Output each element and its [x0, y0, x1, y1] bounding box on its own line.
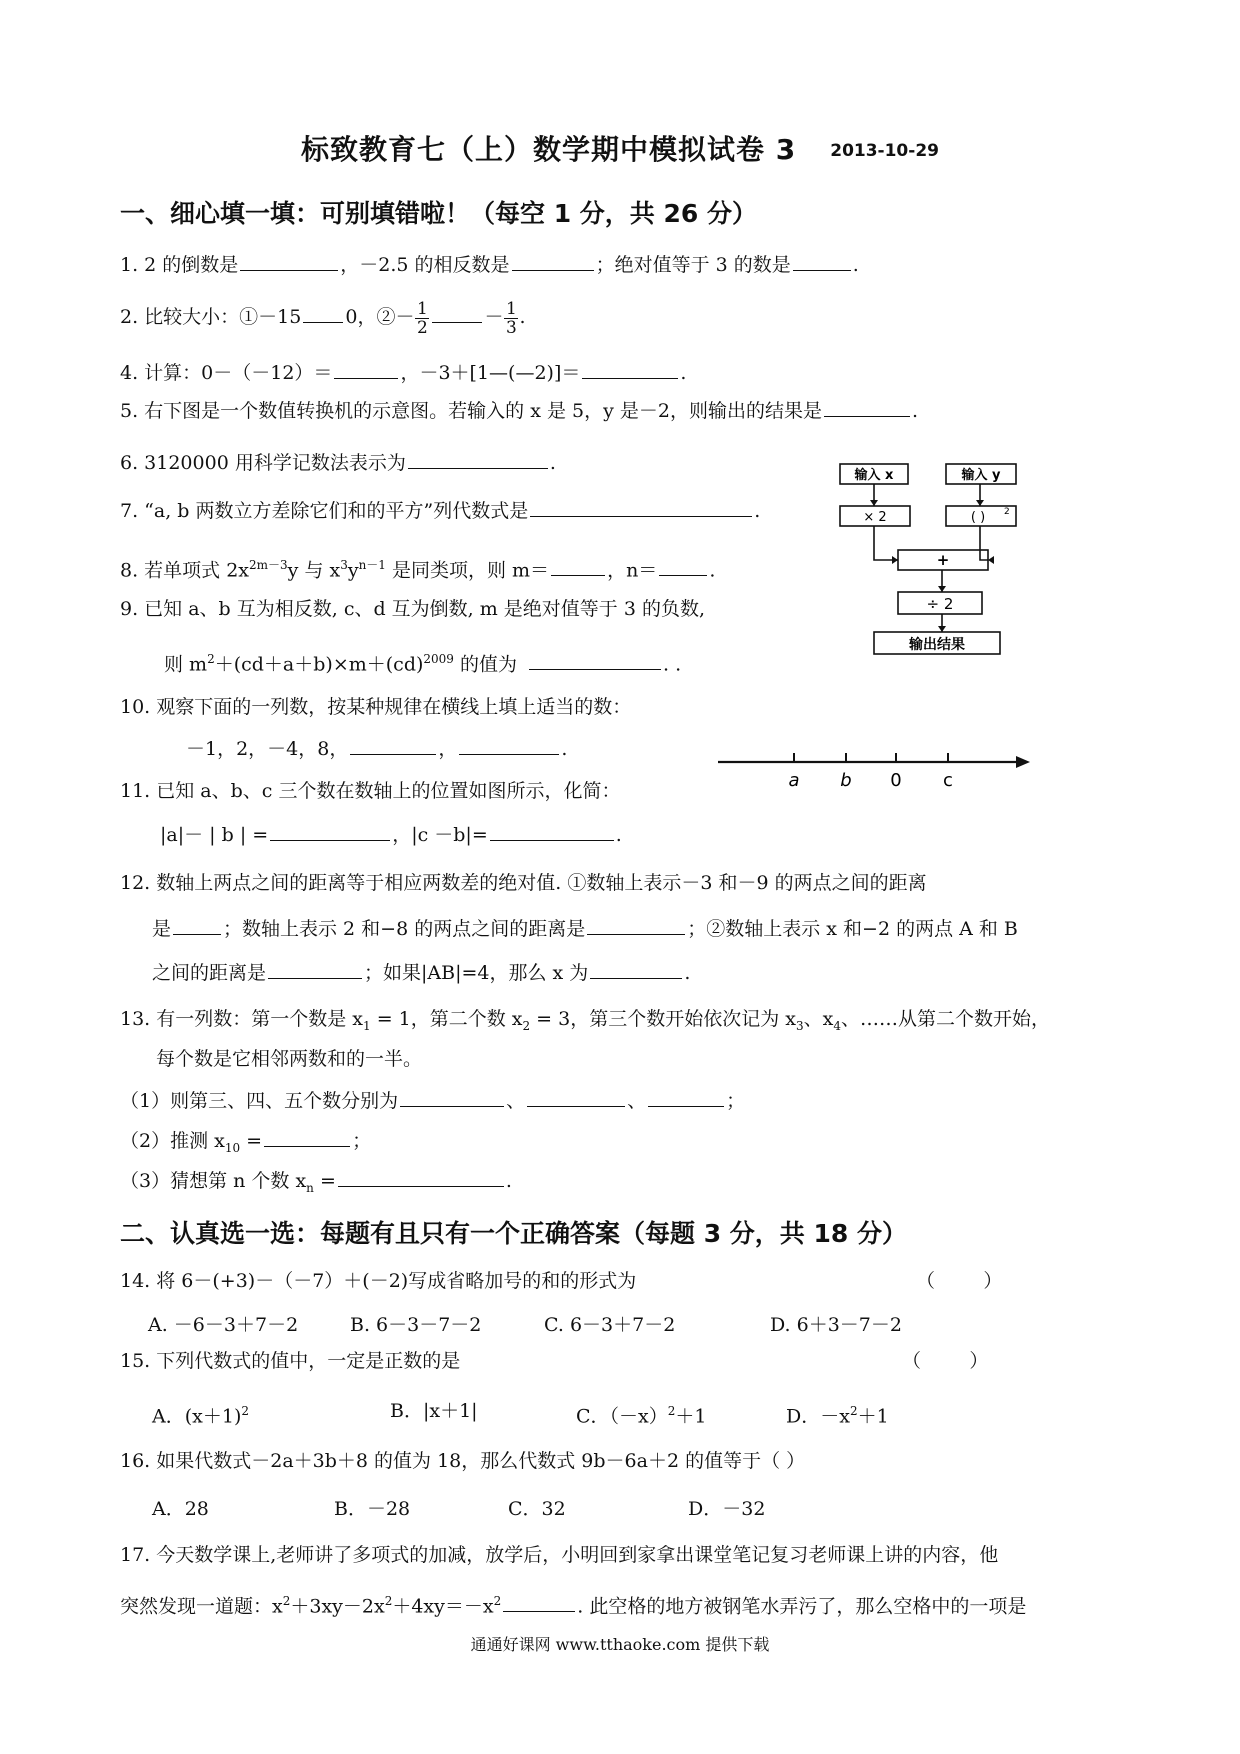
square-label: ( )	[970, 510, 986, 525]
question-10-sequence: －1，2，－4，8， ， .	[186, 738, 568, 760]
question-12: 12. 数轴上两点之间的距离等于相应两数差的绝对值. ①数轴上表示－3 和－9 的两点之间的距离	[120, 872, 927, 894]
answer-blank[interactable]	[490, 822, 614, 841]
exam-date: 2013-10-29	[830, 141, 939, 161]
divide-two-label: ÷ 2	[926, 595, 954, 613]
question-17: 17. 今天数学课上,老师讲了多项式的加减，放学后，小明回到家拿出课堂笔记复习老师课上讲的内容，他	[120, 1544, 999, 1566]
conversion-machine-diagram	[830, 456, 1030, 656]
question-14: 14. 将 6－(+3)－（－7）＋(－2)写成省略加号的和的形式为	[120, 1270, 637, 1292]
option-d[interactable]: D．－32	[688, 1498, 766, 1520]
question-2: 2. 比较大小：①－15 0，②－ $\frac{1}{2}$ － $\frac{1}{3}$ .	[120, 298, 526, 338]
plus-label: +	[936, 551, 950, 569]
answer-blank[interactable]	[303, 304, 343, 323]
answer-blank[interactable]	[270, 822, 390, 841]
answer-blank[interactable]	[240, 252, 338, 271]
answer-blank[interactable]	[512, 252, 594, 271]
answer-bracket[interactable]: （ ）	[916, 1270, 1003, 1292]
tick-label-zero: 0	[890, 770, 902, 790]
option-b[interactable]: B．|x＋1|	[390, 1400, 478, 1422]
answer-blank[interactable]	[530, 498, 752, 517]
option-c[interactable]: C. 6－3＋7－2	[544, 1314, 676, 1336]
question-17-line2: 突然发现一道题：$x^2+3xy-2x^2+4xy=-x^2$ . 此空格的地方被钢笔水弄污了，那么空格中的一项是	[120, 1594, 1027, 1618]
input-x-label: 输入 x	[854, 468, 894, 483]
answer-blank[interactable]	[432, 304, 482, 323]
question-1: 1. 2 的倒数是 ，－2.5 的相反数是 ；绝对值等于 3 的数是 .	[120, 254, 859, 276]
question-12-line3: 之间的距离是 ；如果|AB|=4，那么 x 为 .	[152, 962, 691, 984]
question-10: 10. 观察下面的一列数，按某种规律在横线上填上适当的数：	[120, 696, 632, 718]
answer-blank[interactable]	[408, 450, 548, 469]
option-c[interactable]: C．$(-x)^2+1$	[576, 1404, 707, 1428]
section-1-heading: 一、细心填一填：可别填错啦！（每空 1 分，共 26 分）	[120, 199, 758, 228]
exam-title	[0, 128, 1240, 168]
fraction: $\frac{1}{3}$	[506, 298, 517, 338]
question-11: 11. 已知 a、b、c 三个数在数轴上的位置如图所示，化简：	[120, 780, 621, 802]
answer-blank[interactable]	[338, 1168, 504, 1187]
option-a[interactable]: A. －6－3＋7－2	[148, 1314, 299, 1336]
question-4: 4. 计算：0－（－12）＝ ，－3＋[1—(—2)]＝ .	[120, 362, 687, 384]
answer-blank[interactable]	[334, 360, 398, 379]
answer-blank[interactable]	[268, 960, 362, 979]
answer-blank[interactable]	[503, 1593, 575, 1612]
answer-blank[interactable]	[264, 1128, 350, 1147]
tick-label-a: a	[788, 770, 800, 790]
tick-label-c: c	[943, 770, 953, 790]
fraction: $\frac{1}{2}$	[417, 298, 428, 338]
page-footer: 通通好课网 www.tthaoke.com 提供下载	[470, 1635, 770, 1654]
question-13-part1: （1）则第三、四、五个数分别为 、 、 ；	[120, 1090, 746, 1112]
times-two-label: × 2	[863, 510, 887, 525]
option-a[interactable]: A．$(x+1)^2$	[152, 1404, 249, 1428]
input-y-label: 输入 y	[961, 468, 1001, 483]
option-b[interactable]: B. 6－3－7－2	[350, 1314, 482, 1336]
question-13: 13. 有一列数：第一个数是 $x_1 = 1$，第二个数 $x_2 = 3$，第三个数开始依次记为 $x_3$、$x_4$、……从第二个数开始，	[120, 1008, 1050, 1033]
square-exponent: 2	[1004, 507, 1010, 517]
question-8: 8. 若单项式 $2x^{2m-3}y$ 与 $x^3y^{n-1}$ 是同类项，则 m＝ ，n＝ .	[120, 558, 716, 582]
answer-blank[interactable]	[551, 557, 605, 576]
title-text: 标致教育七（上）数学期中模拟试卷 3	[301, 133, 797, 166]
question-15: 15. 下列代数式的值中，一定是正数的是	[120, 1350, 461, 1372]
answer-blank[interactable]	[590, 960, 682, 979]
option-c[interactable]: C．32	[508, 1498, 566, 1520]
answer-blank[interactable]	[173, 916, 221, 935]
tick-label-b: b	[840, 770, 852, 790]
answer-bracket[interactable]: （ ）	[902, 1350, 989, 1372]
answer-blank[interactable]	[459, 736, 559, 755]
answer-blank[interactable]	[793, 252, 851, 271]
question-13-part3: （3）猜想第 n 个数 $x_n$ = .	[120, 1170, 512, 1195]
question-16: 16. 如果代数式－2a＋3b＋8 的值为 18，那么代数式 9b－6a＋2 的值等于（ ）	[120, 1450, 806, 1472]
output-label: 输出结果	[909, 637, 965, 653]
question-12-line2: 是 ；数轴上表示 2 和−8 的两点之间的距离是 ；②数轴上表示 x 和−2 的两点 A 和 B	[152, 918, 1018, 940]
option-d[interactable]: D. 6＋3－7－2	[770, 1314, 902, 1336]
answer-blank[interactable]	[659, 557, 707, 576]
question-5: 5. 右下图是一个数值转换机的示意图。若输入的 x 是 5，y 是－2，则输出的结果是 .	[120, 400, 919, 422]
answer-blank[interactable]	[587, 916, 685, 935]
question-13-line2: 每个数是它相邻两数和的一半。	[156, 1048, 423, 1070]
question-11-expression: |a|－ | b | = ，|c －b|= .	[160, 824, 622, 846]
answer-blank[interactable]	[824, 398, 910, 417]
option-a[interactable]: A．28	[152, 1498, 209, 1520]
option-b[interactable]: B．－28	[334, 1498, 411, 1520]
arrow-head-icon	[1016, 756, 1030, 768]
answer-blank[interactable]	[400, 1088, 504, 1107]
answer-blank[interactable]	[527, 1088, 625, 1107]
question-6: 6. 3120000 用科学记数法表示为 .	[120, 452, 556, 474]
question-7: 7. “a, b 两数立方差除它们和的平方”列代数式是 .	[120, 500, 761, 522]
answer-blank[interactable]	[648, 1088, 724, 1107]
option-d[interactable]: D．$-x^2+1$	[786, 1404, 889, 1428]
answer-blank[interactable]	[582, 360, 678, 379]
question-9: 9. 已知 a、b 互为相反数, c、d 互为倒数, m 是绝对值等于 3 的负数,	[120, 598, 706, 620]
question-13-part2: （2）推测 $x_{10}$ = ；	[120, 1130, 372, 1155]
number-line-diagram	[716, 744, 1036, 790]
question-9-expression: 则 $m^2+(cd+a+b)\times m+(cd)^{2009}$ 的值为 . .	[164, 652, 682, 676]
answer-blank[interactable]	[529, 651, 661, 670]
answer-blank[interactable]	[350, 736, 436, 755]
section-2-heading: 二、认真选一选：每题有且只有一个正确答案（每题 3 分，共 18 分）	[120, 1219, 908, 1248]
